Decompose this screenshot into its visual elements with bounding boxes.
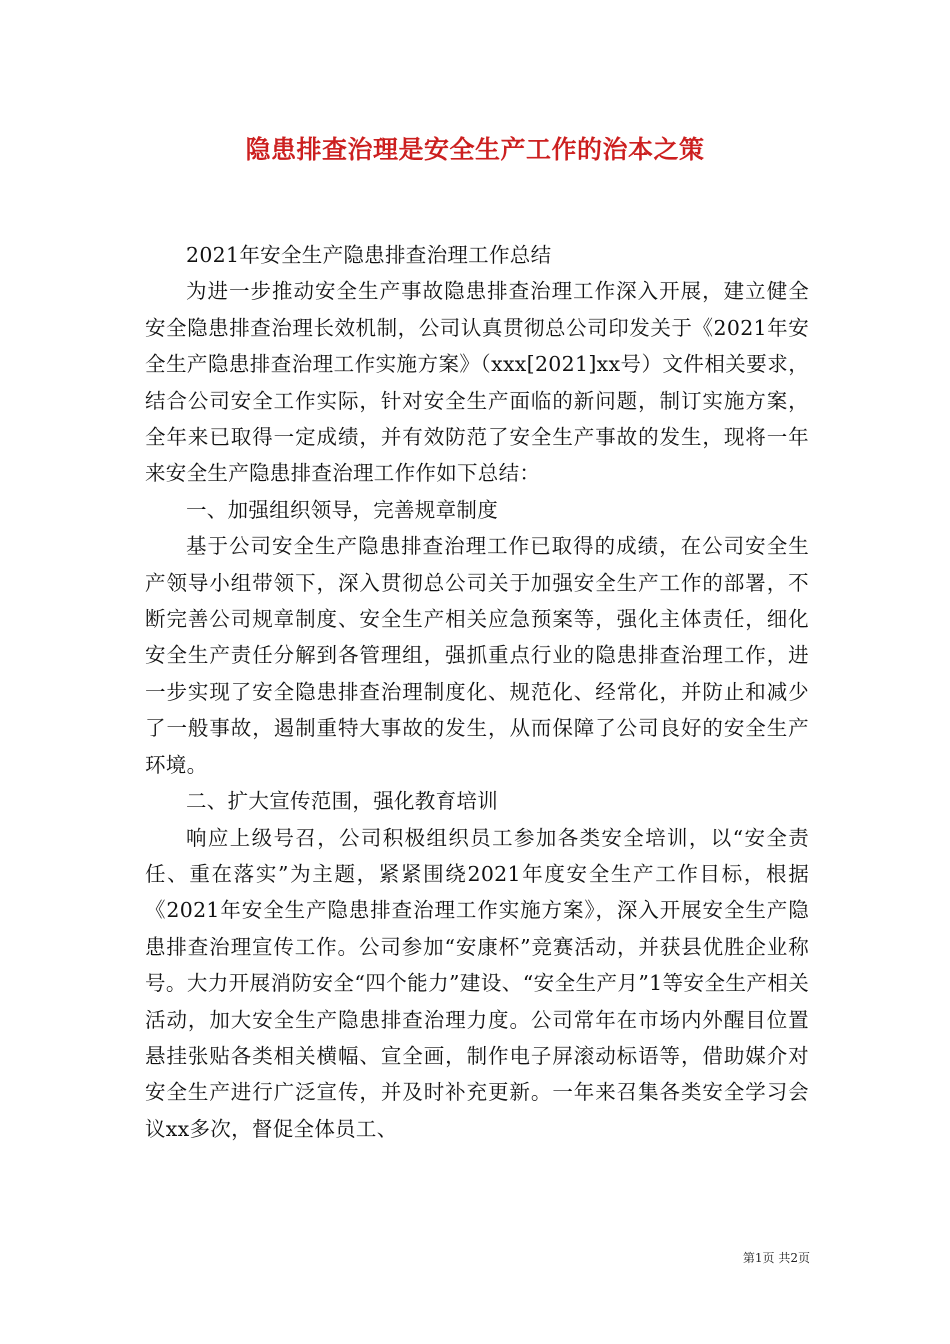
document-subtitle: 2021年安全生产隐患排查治理工作总结 — [186, 243, 552, 267]
section-heading-1: 一、加强组织领导，完善规章制度 — [186, 497, 498, 522]
section-2-paragraph: 响应上级号召，公司积极组织员工参加各类安全培训，以“安全责任、重在落实”为主题，紧紧围绕2021年度安全生产工作目标，根据《2021年安全生产隐患排查治理工作实施方案》，深入开展安全生产隐患排查治理宣传工作。公司参加“安康杯”竞赛活动，并获县优胜企业称号。大力开展消防安全“四个能力”建设、“安全生产月”1等安全生产相关活动，加大安全生产隐患排查治理力度。公司常年在市场内外醒目位置悬挂张贴各类相关横幅、宣全画，制作电子屏滚动标语等，借助媒介对安全生产进行广泛宣传，并及时补充更新。一年来召集各类安全学习会议xx多次，督促全体员工、 — [145, 825, 809, 1141]
section-1-paragraph: 基于公司安全生产隐患排查治理工作已取得的成绩，在公司安全生产领导小组带领下，深入贯彻总公司关于加强安全生产工作的部署，不断完善公司规章制度、安全生产相关应急预案等，强化主体责任，细化安全生产责任分解到各管理组，强抓重点行业的隐患排查治理工作，进一步实现了安全隐患排查治理制度化、规范化、经常化，并防止和减少了一般事故，遏制重特大事故的发生，从而保障了公司良好的安全生产环境。 — [145, 534, 809, 777]
section-heading-2: 二、扩大宣传范围，强化教育培训 — [186, 789, 498, 814]
page-number: 第1页 共2页 — [742, 1251, 810, 1265]
intro-paragraph: 为进一步推动安全生产事故隐患排查治理工作深入开展，建立健全安全隐患排查治理长效机制，公司认真贯彻总公司印发关于《2021年安全生产隐患排查治理工作实施方案》（xxx[2021]xx号）文件相关要求，结合公司安全工作实际，针对安全生产面临的新问题，制订实施方案，全年来已取得一定成绩，并有效防范了安全生产事故的发生，现将一年来安全生产隐患排查治理工作作如下总结： — [145, 279, 809, 486]
page-title: 隐患排查治理是安全生产工作的治本之策 — [245, 135, 705, 164]
document-body — [145, 237, 809, 1147]
